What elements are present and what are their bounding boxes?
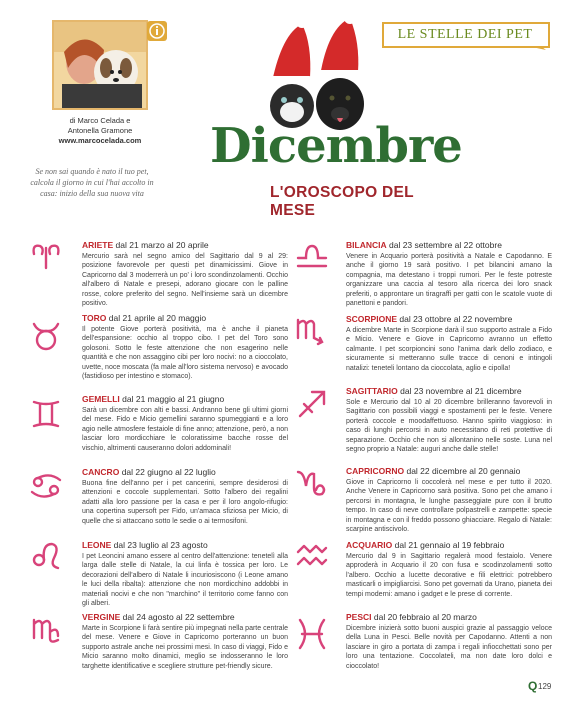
sign-dates: dal 20 febbraio al 20 marzo	[373, 612, 477, 622]
author-credit	[40, 116, 160, 146]
sign-description: Mercurio sarà nel segno amico del Sagittario dal 9 al 29: posizione favorevole per questi pet dinamicissimi. Giove in Capricorno dal 3 moderrerà un po' i loro scondinzolamenti. Occhio all'albero di Natale e presepi, adorano giocare con le palline rosse, colore preferito del segno. Nell'insieme sarà un dicembre positivo.	[82, 253, 288, 308]
sign-name: ARIETE	[82, 240, 114, 250]
sign-description: Venere in Acquario porterà positività a Natale e Capodanno. E anche il giorno 19 sarà positivo. I pet bilancini amano la compagnia, ma detestano i troppi rumori. Per le feste potreste organizzare una caccia al tesoro alla ricerca dei loro snack preferiti, o approntare un tiragraffi per gatti con le scatole vuote di panettoni e pandori.	[346, 253, 552, 308]
author-photo	[52, 20, 148, 110]
intro-quote: Se non sai quando è nato il tuo pet, calcola il giorno in cui l'hai accolto in casa: inizio della sua nuova vita	[30, 167, 154, 198]
sign-dates: dal 24 agosto al 22 settembre	[122, 612, 235, 622]
sign-entry-toro	[82, 313, 288, 381]
section-title: LE STELLE DEI PET	[397, 27, 533, 42]
leo-icon	[28, 538, 64, 574]
sign-name: CANCRO	[82, 467, 120, 477]
page-subtitle: L'OROSCOPO DEL MESE	[270, 184, 414, 219]
sign-description: Dicembre inizierà sotto buoni auspici grazie al passaggio veloce della Luna in Pesci. Belle novità per Capodanno. Attenti a non lasciare in giro a portata di zampa i regali infiocchettati sono per loro una tentazione. Coccolateli, ma non date loro dolci e cioccolato!	[346, 625, 552, 670]
sign-entry-gemelli	[82, 394, 288, 453]
pets-santa-hats-illustration	[262, 14, 372, 132]
sign-name: SAGITTARIO	[346, 386, 398, 396]
author-line-2: Antonella Gramone	[67, 126, 133, 135]
magazine-logo-mark: Q	[528, 679, 538, 693]
sign-description: Giove in Capricorno li coccolerà nel mese e per tutto il 2020. Anche Venere in Capricorno sarà positiva. Sono pet che amano i percorsi in montagna, le lunghe passeggiate pure con il brutto tempo. In caso di neve controllare polpastrelli e zampette: specie in montagna e con il freddo possono ghiacciare. Regalo di Natale: scarpine antiscivolo.	[346, 479, 552, 534]
aquarius-icon	[294, 538, 330, 574]
sign-dates: dal 22 giugno al 22 luglio	[121, 467, 216, 477]
sign-name: ACQUARIO	[346, 540, 393, 550]
sign-entry-cancro	[82, 467, 288, 526]
sign-entry-pesci	[346, 612, 552, 671]
sign-entry-vergine	[82, 612, 288, 671]
scorpio-icon	[294, 312, 330, 348]
sign-description: A dicembre Marte in Scorpione darà il suo supporto astrale a Fido e Micio. Venere e Giove in Capricorno avranno un effetto calmante. I pet scorpioncini sono l'anima dark dello zodiaco, e sicuramente si metteranno sulle tracce di cenoni e intingoli natalizi: teneteli lontano da cioccolata, aglio e cipolla!	[346, 327, 552, 372]
sign-entry-acquario	[346, 540, 552, 599]
sign-name: GEMELLI	[82, 394, 120, 404]
sign-entry-capricorno	[346, 466, 552, 534]
virgo-icon	[28, 612, 64, 648]
author-line-1: di Marco Celada e	[69, 116, 131, 125]
sign-description: Mercurio dal 9 in Sagittario regalerà mood festaiolo. Venere approderà in Acquario il 20 con fusa e scodinzolamenti sotto l'albero. Occhio a lucette decorative e fili elettrici: potrebbero masticarli o impigliarcisi. Sono pet governati da Urano, pianeta dei tempi moderni: amano i gadget e le prese di corrente.	[346, 553, 552, 598]
aries-icon	[28, 238, 64, 274]
sign-name: VERGINE	[82, 612, 121, 622]
sign-entry-ariete	[82, 240, 288, 308]
author-website[interactable]: www.marcocelada.com	[58, 136, 142, 145]
sign-name: BILANCIA	[346, 240, 387, 250]
sign-dates: dal 23 settembre al 22 ottobre	[388, 240, 502, 250]
libra-icon	[294, 236, 330, 272]
taurus-icon	[28, 318, 64, 354]
sign-dates: dal 21 aprile al 20 maggio	[108, 313, 207, 323]
sign-name: TORO	[82, 313, 107, 323]
sign-description: Sole e Mercurio dal 10 al 20 dicembre brilleranno favorevoli in Sagittario con possibili viaggi e spostamenti per le feste. Venere porterà coccole e moodaffettuoso. Hanno spirito viaggioso: in caso di lunghi percorsi in auto necessitano di reti protettive di separazione. Occhio che non si allontanino nelle soste. Luna nel segno proprio a Natale: auguri anche dalle stelle!	[346, 399, 552, 454]
sign-dates: dal 21 maggio al 21 giugno	[122, 394, 225, 404]
sign-dates: dal 21 marzo al 20 aprile	[115, 240, 209, 250]
pisces-icon	[294, 616, 330, 652]
capricorn-icon	[294, 464, 330, 500]
info-icon	[146, 20, 168, 42]
sign-dates: dal 22 dicembre al 20 gennaio	[406, 466, 521, 476]
sign-entry-bilancia	[346, 240, 552, 308]
sign-entry-sagittario	[346, 386, 552, 454]
sign-name: LEONE	[82, 540, 112, 550]
sign-entry-leone	[82, 540, 288, 608]
sign-entry-scorpione	[346, 314, 552, 373]
sign-description: Marte in Scorpione li farà sentire più impegnati nella parte centrale del mese. Venere e Giove in Capricorno porteranno un buon supporto astrale anche nei prossimi mesi. In caso di viaggi, Fido e Micio saranno molto dinamici, meglio se indosseranno le loro targhette identificative e scegliere strutture pet-friendly sicure.	[82, 625, 288, 670]
page-number: 129	[538, 682, 552, 691]
sign-description: Buona fine dell'anno per i pet cancerini, sempre desiderosi di attenzioni e coccole supplementari. Sotto l'albero dei regalini adatti alla loro passione per la casa e per il loro angolo-rifugio: una copertina supersoft per Fido, un'amaca sfiziosa per Micio, di quelle che si attaccano sotto le sedie o ai termosifoni.	[82, 480, 288, 525]
cancer-icon	[28, 468, 64, 504]
sign-name: CAPRICORNO	[346, 466, 405, 476]
sign-dates: dal 23 novembre al 21 dicembre	[400, 386, 522, 396]
sign-dates: dal 23 ottobre al 22 novembre	[399, 314, 513, 324]
sign-description: Il potente Giove porterà positività, ma è anche il pianeta dell'espansione: occhio al troppo cibo. I pet del Toro sono golosoni. Sotto le feste attenzione che non esagerino nelle quantità e che non assaggino cibi per loro nocivi: no a cioccolato, uvette, noce moscata (fa male all'loro sistema nervoso) e avocado (fastidioso per intestino e stomaco).	[82, 326, 288, 381]
sign-dates: dal 23 luglio al 23 agosto	[113, 540, 208, 550]
sign-name: SCORPIONE	[346, 314, 398, 324]
gemini-icon	[28, 396, 64, 432]
sign-description: I pet Leoncini amano essere al centro dell'attenzione: tenetelì alla larga dalle stelle di Natale, la cui linfa è tossica per loro. Le decorazioni dell'albero di Natale li incuriosiscono (i Leone amano le luci della ribalta): attenzione che non mordicchino addobbi in materiali nocivi e che non "marchino" il territorio come fanno con gli alberi.	[82, 553, 288, 608]
month-title: Dicembre	[210, 118, 462, 174]
sagittarius-icon	[294, 386, 330, 422]
sign-dates: dal 21 gennaio al 19 febbraio	[394, 540, 505, 550]
sign-description: Sarà un dicembre con alti e bassi. Andranno bene gli ultimi giorni del mese. Fido e Micio gemellini saranno spumeggianti e a loro agio nelle atmosfere festaiole di fine anno; attenzione, però, a non lasciar loro mordicchiare le coloratissime bacche rosse del vischio, altrimenti causeranno dolori addominali!	[82, 407, 288, 452]
sign-name: PESCI	[346, 612, 372, 622]
